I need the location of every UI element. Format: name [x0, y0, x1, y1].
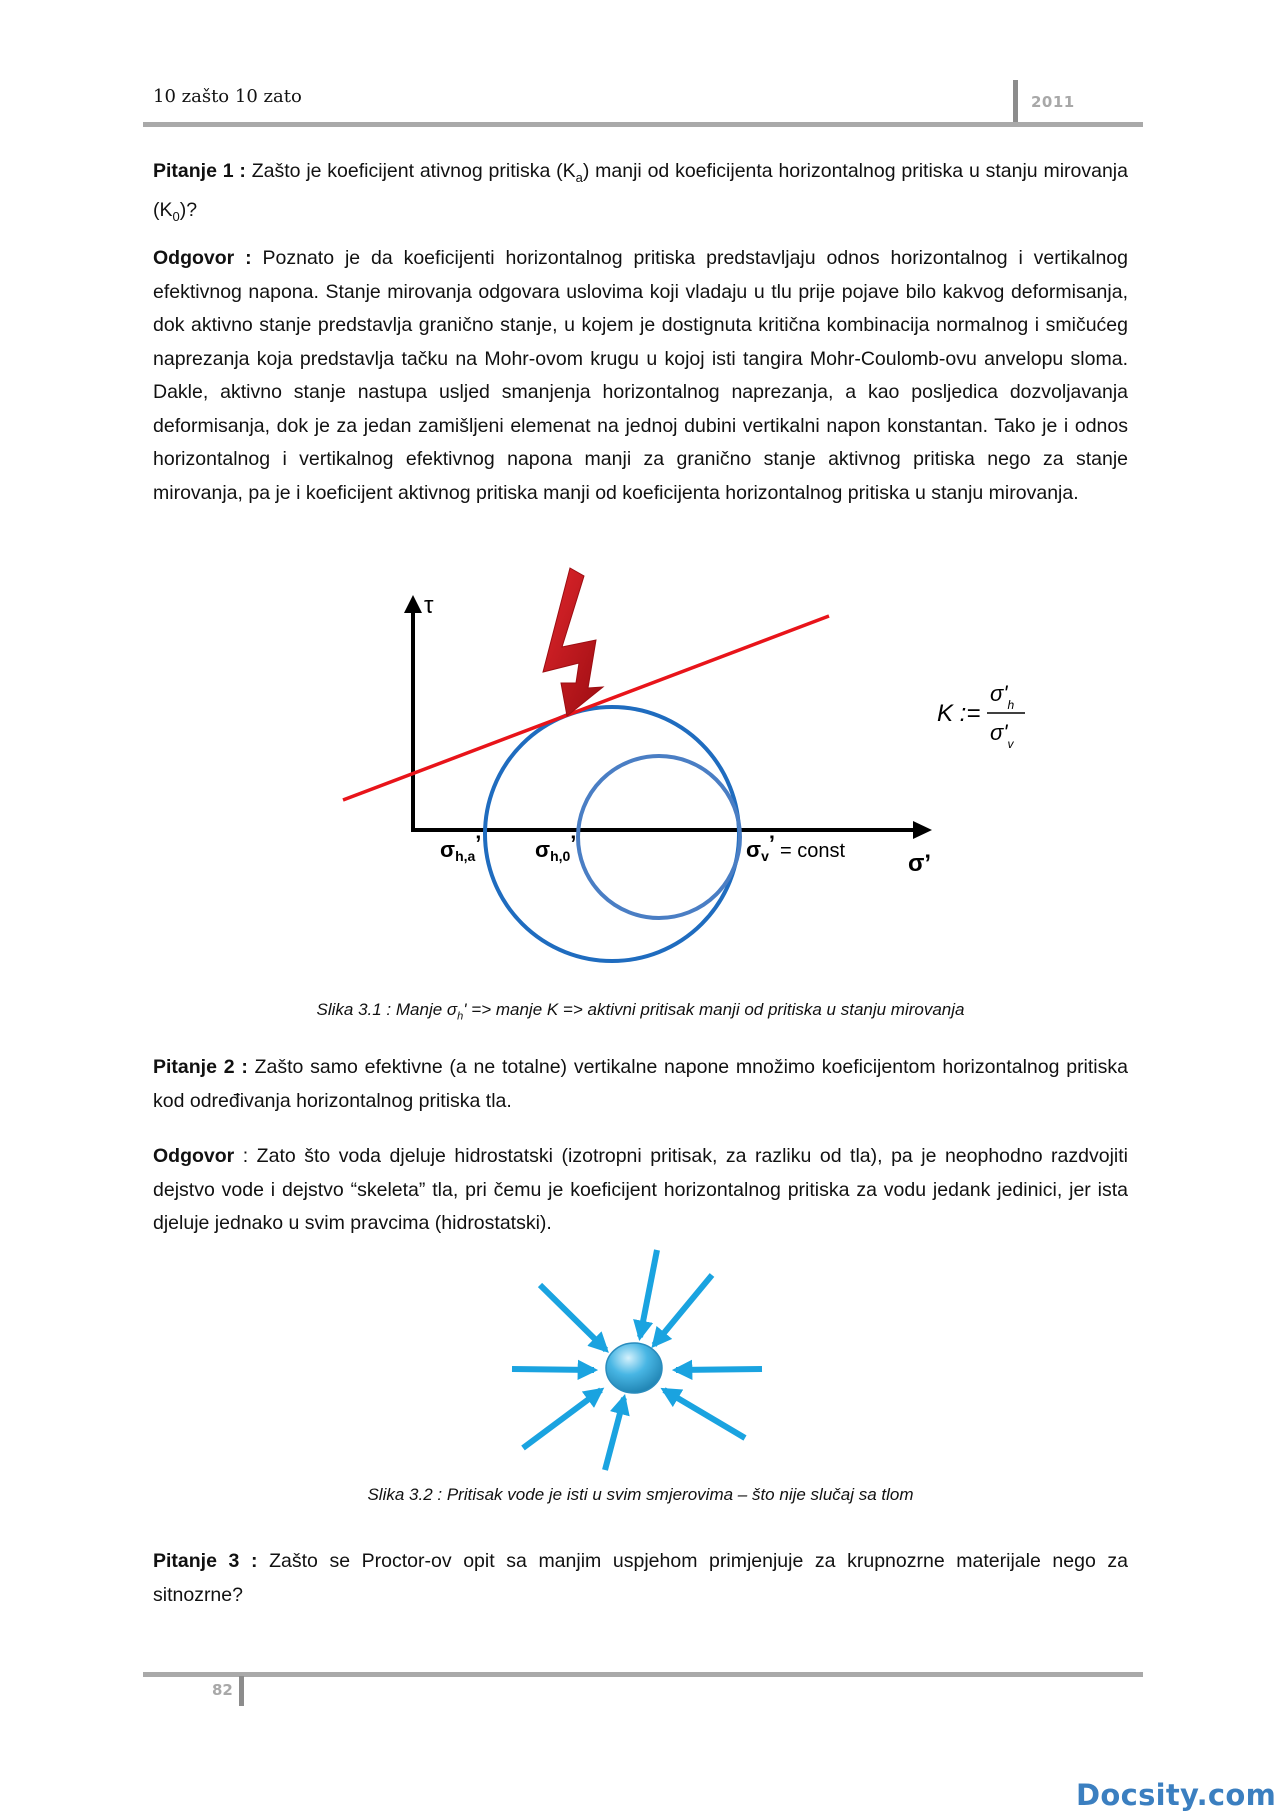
question-3 [153, 1545, 1128, 1612]
header-divider [1013, 80, 1018, 124]
question-3-text: Zašto se Proctor-ov opit sa manjim uspjehom primjenjuje za krupnozrne materijale nego za sitnozrne? [153, 1550, 1128, 1606]
answer-1-label: Odgovor : [153, 247, 252, 269]
formula-denominator [990, 720, 1014, 751]
label-sigma-h-0 [535, 831, 576, 864]
question-2 [153, 1051, 1128, 1118]
formula-denominator-sub: v [1007, 737, 1014, 751]
label-const: = const [780, 840, 846, 862]
figure-2-caption: Slika 3.2 : Pritisak vode je isti u svim smjerovima – što nije slučaj sa tlom [367, 1485, 914, 1504]
header-rule [143, 122, 1143, 127]
label-sigma-h-a [440, 831, 481, 864]
question-1-text-b: ) manji od koeficijenta horizontalnog pritiska u stanju mirovanja (K [153, 160, 1128, 222]
label-sigma-h-a-sub: h,a [455, 848, 476, 864]
page-number: 82 [212, 1681, 233, 1699]
answer-2 [153, 1140, 1128, 1241]
arrow-top-left [540, 1285, 606, 1350]
label-sigma-h-a-symbol: σ [440, 837, 456, 862]
y-axis-arrowhead [404, 595, 422, 613]
question-1-text-c: )? [179, 199, 198, 222]
figure-1-caption-sub: h [457, 1010, 464, 1023]
answer-2-text: : Zato što voda djeluje hidrostatski (izotropni pritisak, za razliku od tla), pa je neophodno razdvojiti dejstvo vode i dejstvo “skeleta” tla, pri čemu je koeficijent horizontalnog pritiska za vodu jedank jedinici, jer ista djeluje jednako u svim pravcima (hidrostatski). [153, 1145, 1128, 1234]
formula-denominator-text: σ' [990, 720, 1008, 745]
header-year: 2011 [1031, 93, 1075, 111]
arrow-bottom-left-far [523, 1390, 601, 1448]
question-1-sub-b: 0 [172, 209, 180, 225]
arrow-top [640, 1250, 657, 1337]
question-2-label: Pitanje 2 : [153, 1056, 248, 1078]
figure-1-caption-a: Slika 3.1 : Manje [316, 1000, 447, 1019]
answer-1-text: Poznato je da koeficijenti horizontalnog pritiska predstavljaju odnos horizontalnog i vertikalnog efektivnog napona. Stanje mirovanja odgovara uslovima koji vladaju u tlu prije pojave bilo kakvog deformisanja, dok aktivno stanje predstavlja granično stanje, u kojem je dostignuta kritična kombinacija normalnog i smičućeg naprezanja koja predstavlja tačku na Mohr-ovom krugu u kojoj isti tangira Mohr-Coulomb-ovu anvelopu sloma. Dakle, aktivno stanje nastupa usljed smanjenja horizontalnog naprezanja, a kao posljedica dozvoljavanja deformisanja, dok je za jedan zamišljeni elemenat na jednoj dubini vertikalni napon konstantan. Tako je i odnos horizontalnog i vertikalnog efektivnog napona manji za granično stanje aktivnog pritiska nego za stanje mirovanja, pa je i koeficijent aktivnog pritiska manji od koeficijenta horizontalnog pritiska u stanju mirovanja. [153, 247, 1128, 504]
x-axis-arrowhead [913, 821, 932, 839]
figure-1-caption [153, 1000, 1128, 1022]
mohr-circle-at-rest [578, 756, 740, 918]
label-sigma-h-0-sub: h,0 [550, 848, 571, 864]
hydrostatic-pressure-figure [500, 1240, 780, 1480]
question-1 [153, 155, 1128, 234]
question-1-label: Pitanje 1 : [153, 160, 246, 182]
label-sigma-h-a-prime: ’ [475, 831, 482, 856]
formula-numerator [990, 681, 1014, 712]
figure-1-caption-sigma: σ [446, 1000, 458, 1019]
label-sigma-v-prime: ’ [768, 831, 775, 856]
answer-1 [153, 242, 1128, 510]
y-axis-label: τ [424, 592, 434, 619]
label-sigma-h-0-prime: ’ [570, 831, 577, 856]
figure-1-caption-b: ' => manje K => aktivni pritisak manji od pritiska u stanju mirovanja [463, 1000, 965, 1019]
answer-2-label: Odgovor [153, 1145, 235, 1167]
question-3-label: Pitanje 3 : [153, 1550, 258, 1572]
arrow-right [676, 1369, 762, 1370]
water-particle [606, 1343, 662, 1393]
header-title: 10 zašto 10 zato [153, 86, 302, 107]
question-2-text: Zašto samo efektivne (a ne totalne) vertikalne napone množimo koeficijentom horizontalnog pritiska kod određivanja horizontalnog pritiska tla. [153, 1056, 1128, 1112]
question-1-text-a: Zašto je koeficijent ativnog pritiska (K [251, 160, 576, 182]
arrow-bottom-right [664, 1390, 745, 1438]
docsity-watermark: Docsity.com [1076, 1778, 1277, 1812]
label-sigma-v-symbol: σ [746, 837, 762, 862]
x-axis-label: σ’ [908, 850, 932, 877]
mohr-circle-figure [330, 565, 1050, 975]
label-sigma-v-sub: v [761, 848, 769, 864]
arrow-top-right [654, 1275, 712, 1345]
footer-divider [239, 1676, 244, 1706]
lightning-bolt-icon [543, 568, 603, 716]
formula-numerator-sub: h [1007, 698, 1015, 712]
arrow-bottom-left [605, 1398, 624, 1470]
label-sigma-v [746, 831, 775, 864]
formula-numerator-text: σ' [990, 681, 1008, 706]
mohr-circle-active [485, 707, 739, 961]
arrow-left [512, 1369, 594, 1370]
label-sigma-h-0-symbol: σ [535, 837, 551, 862]
question-1-sub-a: a [575, 169, 583, 185]
formula-lhs: K := [937, 700, 981, 727]
footer-rule [143, 1672, 1143, 1677]
